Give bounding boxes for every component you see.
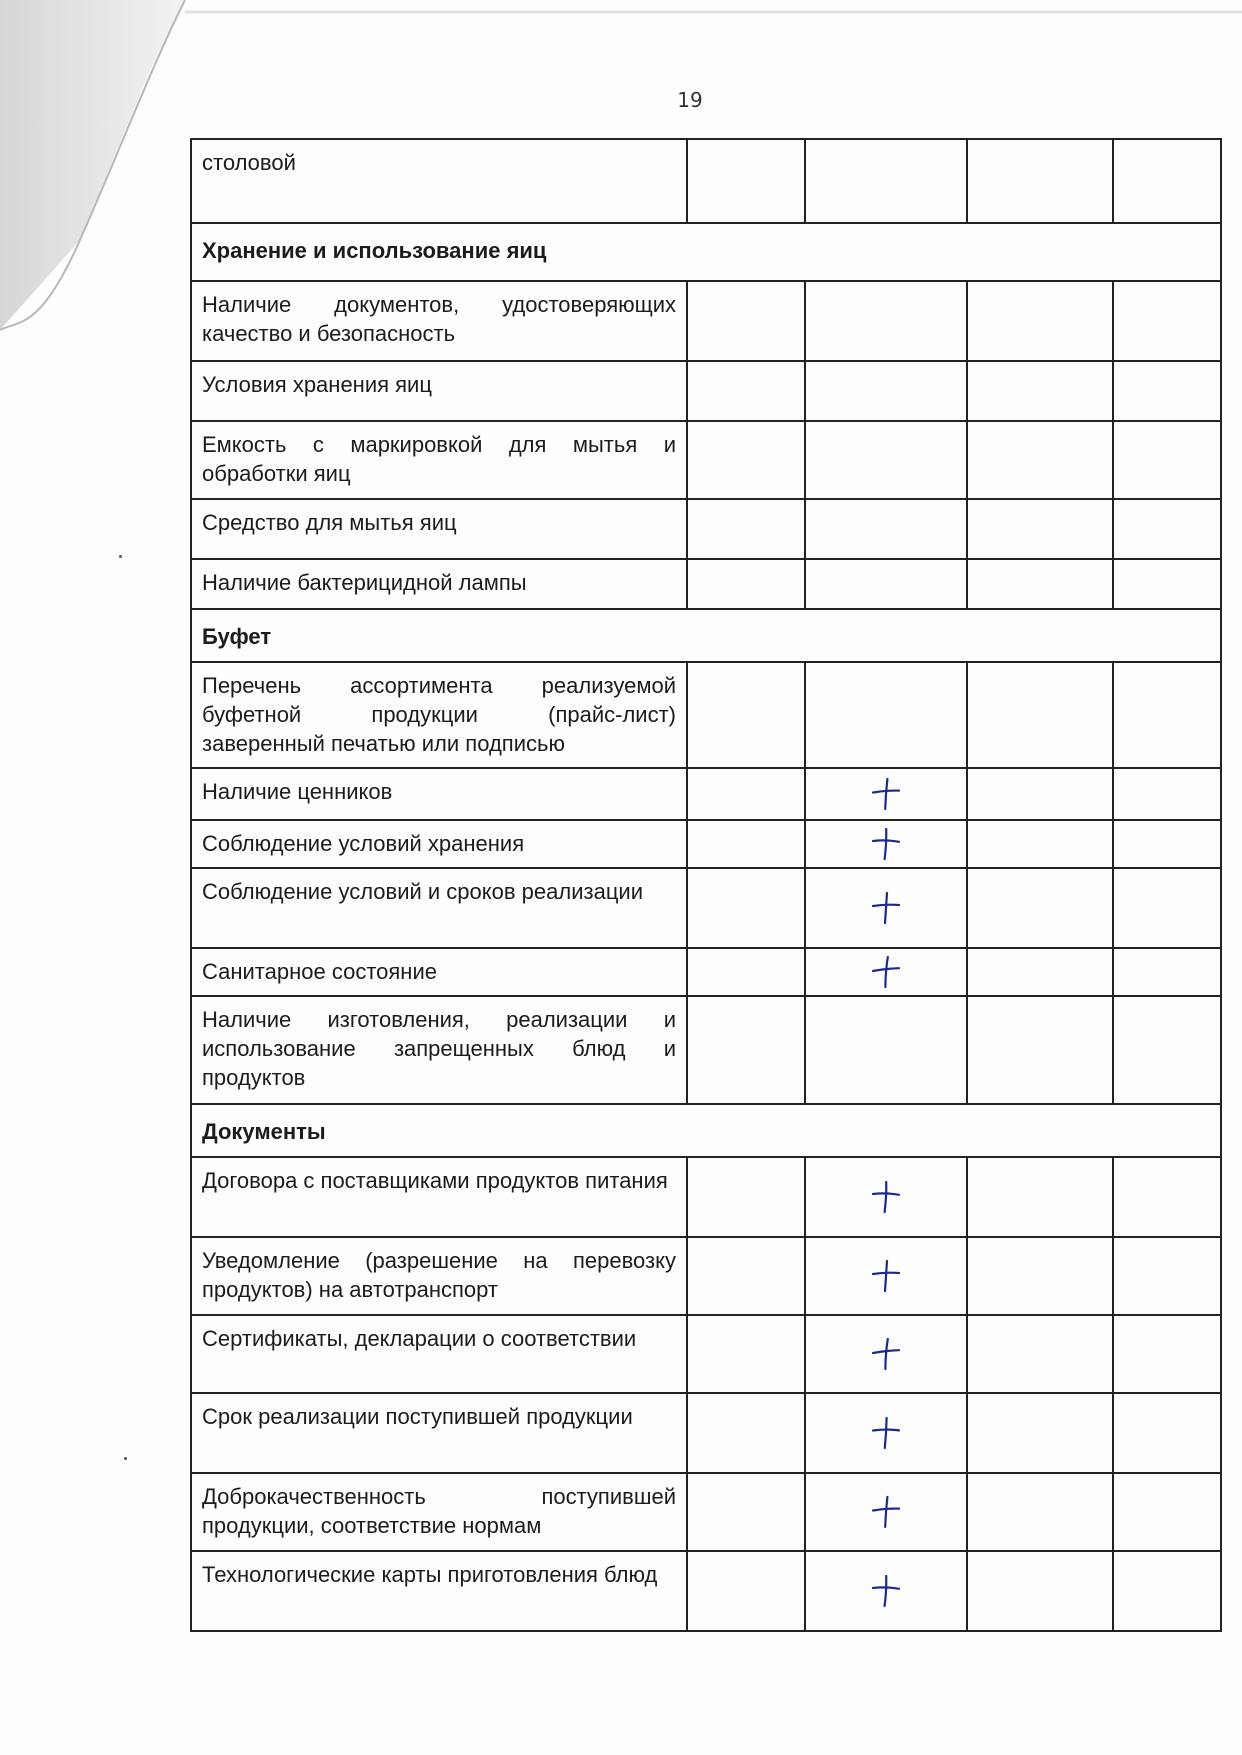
criterion-label: Санитарное состояние xyxy=(191,948,687,996)
mark-cell-3 xyxy=(967,139,1113,223)
handwritten-plus-icon xyxy=(869,1494,903,1530)
criterion-label: Условия хранения яиц xyxy=(191,361,687,421)
checklist-table xyxy=(190,138,1222,1632)
mark-cell-1 xyxy=(687,499,805,559)
mark-cell-4 xyxy=(1113,559,1221,609)
mark-cell-4 xyxy=(1113,996,1221,1104)
mark-cell-2 xyxy=(805,139,967,223)
mark-cell-2 xyxy=(805,1551,967,1631)
mark-cell-3 xyxy=(967,421,1113,499)
table-row xyxy=(191,499,1221,559)
mark-cell-4 xyxy=(1113,281,1221,361)
mark-cell-1 xyxy=(687,820,805,868)
table-row xyxy=(191,1473,1221,1551)
mark-cell-2 xyxy=(805,1237,967,1315)
criterion-label: Уведомление (разрешение на перевозку продуктов) на автотранспорт xyxy=(191,1237,687,1315)
handwritten-plus-icon xyxy=(869,826,903,862)
handwritten-plus-icon xyxy=(869,954,903,990)
criterion-label: столовой xyxy=(191,139,687,223)
mark-cell-3 xyxy=(967,1157,1113,1237)
handwritten-plus-icon xyxy=(869,1336,903,1372)
mark-cell-3 xyxy=(967,868,1113,948)
mark-cell-1 xyxy=(687,996,805,1104)
table-row xyxy=(191,1315,1221,1393)
criterion-label: Договора с поставщиками продуктов питания xyxy=(191,1157,687,1237)
mark-cell-2 xyxy=(805,361,967,421)
table-row xyxy=(191,768,1221,820)
section-title: Хранение и использование яиц xyxy=(191,223,1221,281)
mark-cell-4 xyxy=(1113,1551,1221,1631)
mark-cell-1 xyxy=(687,948,805,996)
mark-cell-3 xyxy=(967,1315,1113,1393)
criterion-label: Срок реализации поступившей продукции xyxy=(191,1393,687,1473)
mark-cell-4 xyxy=(1113,868,1221,948)
mark-cell-2 xyxy=(805,1473,967,1551)
criterion-label: Технологические карты приготовления блюд xyxy=(191,1551,687,1631)
mark-cell-3 xyxy=(967,1237,1113,1315)
mark-cell-2 xyxy=(805,281,967,361)
table-row xyxy=(191,1237,1221,1315)
table-row xyxy=(191,421,1221,499)
criterion-label: Наличие бактерицидной лампы xyxy=(191,559,687,609)
mark-cell-1 xyxy=(687,421,805,499)
mark-cell-4 xyxy=(1113,1157,1221,1237)
criterion-label: Наличие изготовления, реализации и использование запрещенных блюд и продуктов xyxy=(191,996,687,1104)
criterion-label: Средство для мытья яиц xyxy=(191,499,687,559)
handwritten-plus-icon xyxy=(869,890,903,926)
criterion-label: Наличие документов, удостоверяющих качество и безопасность xyxy=(191,281,687,361)
handwritten-plus-icon xyxy=(869,776,903,812)
mark-cell-3 xyxy=(967,281,1113,361)
mark-cell-2 xyxy=(805,1393,967,1473)
section-title: Документы xyxy=(191,1104,1221,1157)
mark-cell-2 xyxy=(805,868,967,948)
criterion-label: Соблюдение условий хранения xyxy=(191,820,687,868)
mark-cell-3 xyxy=(967,948,1113,996)
mark-cell-3 xyxy=(967,499,1113,559)
mark-cell-1 xyxy=(687,1315,805,1393)
section-header-row xyxy=(191,609,1221,662)
mark-cell-3 xyxy=(967,662,1113,768)
mark-cell-4 xyxy=(1113,662,1221,768)
table-row xyxy=(191,559,1221,609)
table-row xyxy=(191,281,1221,361)
handwritten-plus-icon xyxy=(869,1179,903,1215)
mark-cell-3 xyxy=(967,996,1113,1104)
mark-cell-2 xyxy=(805,768,967,820)
mark-cell-3 xyxy=(967,1393,1113,1473)
mark-cell-3 xyxy=(967,768,1113,820)
mark-cell-2 xyxy=(805,996,967,1104)
table-row xyxy=(191,1393,1221,1473)
mark-cell-2 xyxy=(805,499,967,559)
mark-cell-3 xyxy=(967,820,1113,868)
criterion-label: Соблюдение условий и сроков реализации xyxy=(191,868,687,948)
handwritten-plus-icon xyxy=(869,1415,903,1451)
mark-cell-2 xyxy=(805,421,967,499)
table-row xyxy=(191,1157,1221,1237)
criterion-label: Емкость с маркировкой для мытья и обработки яиц xyxy=(191,421,687,499)
mark-cell-4 xyxy=(1113,820,1221,868)
mark-cell-2 xyxy=(805,948,967,996)
mark-cell-4 xyxy=(1113,1473,1221,1551)
mark-cell-4 xyxy=(1113,1393,1221,1473)
handwritten-plus-icon xyxy=(869,1573,903,1609)
criterion-label: Сертификаты, декларации о соответствии xyxy=(191,1315,687,1393)
mark-cell-4 xyxy=(1113,421,1221,499)
mark-cell-3 xyxy=(967,1473,1113,1551)
mark-cell-1 xyxy=(687,281,805,361)
table-row xyxy=(191,948,1221,996)
mark-cell-4 xyxy=(1113,948,1221,996)
mark-cell-3 xyxy=(967,559,1113,609)
table-row xyxy=(191,1551,1221,1631)
table-row xyxy=(191,361,1221,421)
mark-cell-1 xyxy=(687,139,805,223)
mark-cell-1 xyxy=(687,868,805,948)
criterion-label: Доброкачественность поступившей продукции, соответствие нормам xyxy=(191,1473,687,1551)
mark-cell-4 xyxy=(1113,768,1221,820)
checklist-body xyxy=(191,139,1221,1631)
mark-cell-4 xyxy=(1113,139,1221,223)
mark-cell-1 xyxy=(687,1237,805,1315)
mark-cell-1 xyxy=(687,1157,805,1237)
section-title: Буфет xyxy=(191,609,1221,662)
table-row xyxy=(191,820,1221,868)
mark-cell-1 xyxy=(687,361,805,421)
mark-cell-4 xyxy=(1113,499,1221,559)
mark-cell-3 xyxy=(967,361,1113,421)
table-row xyxy=(191,662,1221,768)
mark-cell-2 xyxy=(805,820,967,868)
section-header-row xyxy=(191,1104,1221,1157)
mark-cell-2 xyxy=(805,1157,967,1237)
mark-cell-1 xyxy=(687,1551,805,1631)
mark-cell-4 xyxy=(1113,1315,1221,1393)
mark-cell-1 xyxy=(687,768,805,820)
mark-cell-1 xyxy=(687,662,805,768)
mark-cell-2 xyxy=(805,559,967,609)
table-row xyxy=(191,868,1221,948)
mark-cell-2 xyxy=(805,1315,967,1393)
scan-speck xyxy=(124,1457,127,1460)
table-row xyxy=(191,139,1221,223)
scan-speck xyxy=(119,555,122,558)
mark-cell-1 xyxy=(687,559,805,609)
criterion-label: Перечень ассортимента реализуемой буфетной продукции (прайс-лист) заверенный печатью или подписью xyxy=(191,662,687,768)
criterion-label: Наличие ценников xyxy=(191,768,687,820)
mark-cell-3 xyxy=(967,1551,1113,1631)
mark-cell-1 xyxy=(687,1473,805,1551)
table-row xyxy=(191,996,1221,1104)
handwritten-plus-icon xyxy=(869,1258,903,1294)
mark-cell-2 xyxy=(805,662,967,768)
mark-cell-1 xyxy=(687,1393,805,1473)
page-number: 19 xyxy=(677,88,703,112)
section-header-row xyxy=(191,223,1221,281)
mark-cell-4 xyxy=(1113,361,1221,421)
mark-cell-4 xyxy=(1113,1237,1221,1315)
